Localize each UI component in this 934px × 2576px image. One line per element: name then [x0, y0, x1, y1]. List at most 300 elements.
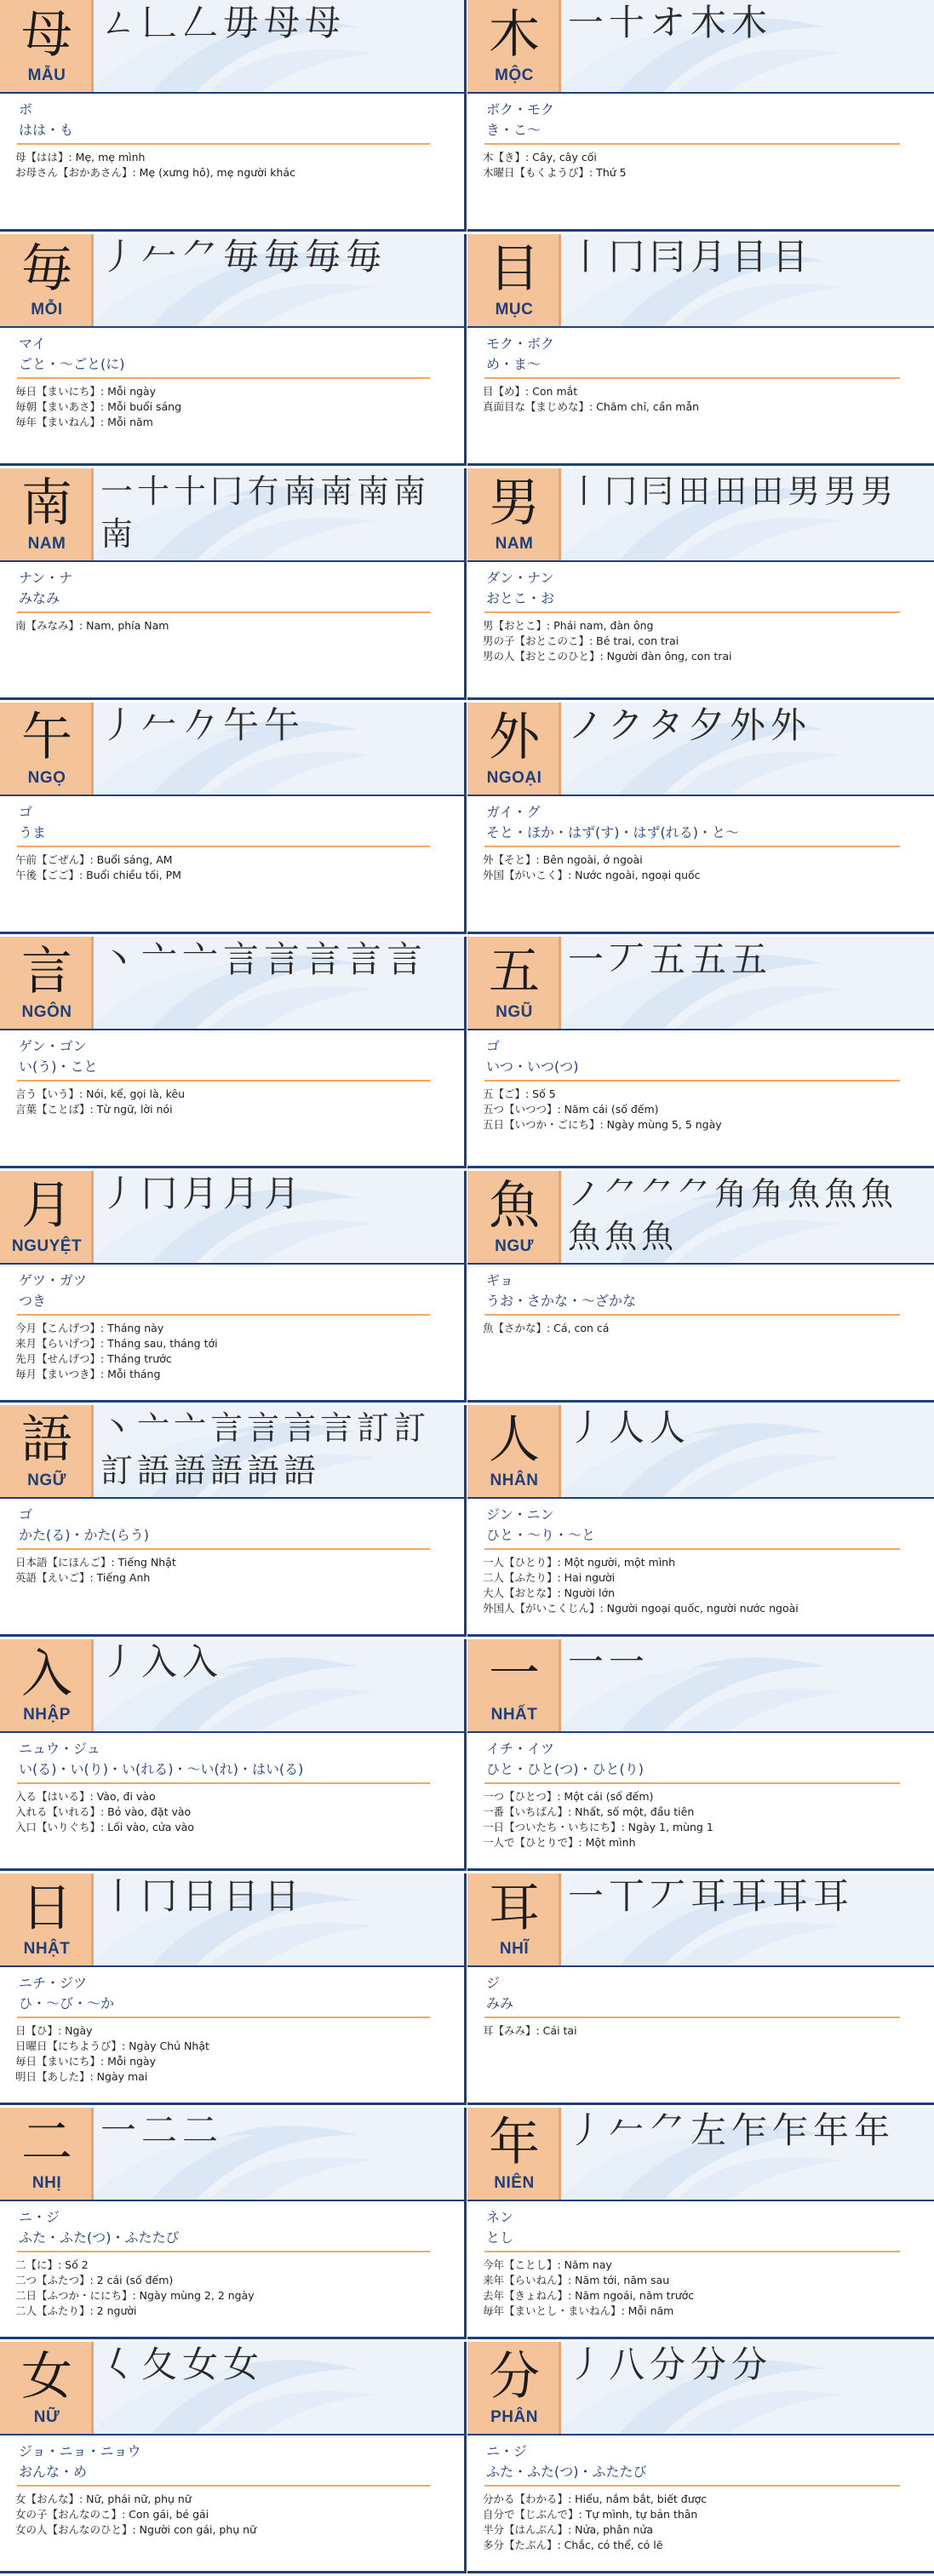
card-body [467, 562, 934, 698]
stroke-order: 一十⼗冂冇南南南南南 [100, 473, 431, 553]
divider [17, 1782, 430, 1784]
example-item: 女の人【おんなのひと】: Người con gái, phụ nữ [15, 2523, 257, 2536]
stroke-order: 丨冂冃田田田男男男 [568, 473, 898, 510]
kunyomi-reading: ひと・～り・～と [486, 1527, 596, 1543]
stroke-order: 丨冂日日日 [100, 1875, 306, 1917]
divider [484, 2251, 900, 2252]
han-viet-reading: NAM [495, 535, 534, 553]
kanji-character: 語 [21, 1410, 72, 1470]
card-header [0, 1873, 464, 1967]
onyomi-reading: ゴ [19, 804, 33, 820]
kunyomi-reading: め・ま～ [486, 356, 541, 372]
onyomi-reading: ニ・ジ [19, 2209, 60, 2225]
onyomi-reading: モク・ボク [486, 336, 555, 352]
kanji-character: 外 [489, 708, 540, 767]
onyomi-reading: ジョ・ニョ・ニョウ [19, 2443, 141, 2459]
example-list [15, 150, 457, 181]
kanji-card [467, 1405, 934, 1637]
example-item: 今年【ことし】: Năm nay [483, 2258, 612, 2271]
onyomi-reading: ダン・ナン [486, 570, 554, 586]
stroke-order: 丶亠亠言言言言訂訂訂語語語語語 [100, 1409, 431, 1489]
example-item: 毎年【まいねん】: Mỗi năm [15, 416, 153, 428]
example-item: 一つ【ひとつ】: Một cái (số đếm) [483, 1790, 654, 1803]
kanji-tile [0, 1171, 94, 1263]
kanji-character: 入 [21, 1644, 72, 1704]
example-item: 日【ひ】: Ngày [15, 2024, 93, 2037]
kunyomi-reading: はは・も [19, 122, 74, 138]
card-header [467, 1639, 934, 1733]
example-item: 五つ【いつつ】: Năm cái (số đếm) [483, 1103, 659, 1116]
onyomi-reading: ジ [486, 1975, 501, 1991]
stroke-order: 一二二 [100, 2109, 224, 2151]
stroke-order: 丨冂冃月目目 [568, 236, 814, 278]
stroke-order: 丿入入 [100, 1641, 224, 1683]
stroke-order: 丿人人 [568, 1407, 691, 1449]
example-list [483, 2492, 927, 2553]
kunyomi-reading: ひと・ひと(つ)・ひと(り) [486, 1761, 644, 1777]
divider [484, 846, 900, 847]
card-body [467, 94, 934, 230]
kanji-tile [0, 1405, 94, 1497]
kanji-tile [0, 2342, 94, 2434]
divider [484, 2485, 900, 2487]
kunyomi-reading: うお・さかな・～ざかな [486, 1293, 637, 1309]
example-item: 男の子【おとこのこ】: Bé trai, con trai [483, 634, 679, 647]
kanji-tile [467, 2342, 561, 2434]
kanji-tile [467, 234, 561, 326]
divider [484, 377, 900, 379]
han-viet-reading: NHẬP [23, 1706, 71, 1724]
kanji-tile [0, 1873, 94, 1965]
card-body [0, 328, 464, 464]
kunyomi-reading: みなみ [19, 590, 60, 606]
han-viet-reading: MẪU [27, 66, 66, 84]
card-header [0, 1171, 464, 1265]
divider [17, 611, 430, 613]
example-item: 外国人【がいこくじん】: Người ngoại quốc, người nước ngoài [483, 1602, 799, 1615]
kanji-card [467, 2342, 934, 2573]
kunyomi-reading: つき [19, 1293, 47, 1309]
card-header [0, 2108, 464, 2201]
example-list [483, 1555, 927, 1616]
kanji-card [0, 2342, 467, 2573]
example-item: 言う【いう】: Nói, kể, gọi là, kêu [15, 1087, 185, 1100]
kanji-character: 言 [21, 942, 72, 1001]
stroke-order: 丶亠亠言言言言言 [100, 938, 428, 980]
onyomi-reading: ニチ・ジツ [19, 1975, 88, 1991]
example-list [483, 1789, 927, 1850]
kanji-tile [0, 1639, 94, 1731]
example-item: 自分で【じぶんで】: Tự mình, tự bản thân [483, 2508, 698, 2521]
stroke-order: 丿𠂉𠂊午午 [100, 704, 306, 746]
onyomi-reading: ボ [19, 101, 33, 118]
han-viet-reading: NHẤT [490, 1706, 538, 1724]
example-item: 半分【はんぶん】: Nửa, phân nửa [483, 2523, 653, 2536]
stroke-order: 一丅丆耳耳耳耳 [568, 1875, 855, 1917]
card-body [0, 2201, 464, 2338]
stroke-order: 一丆五五五 [568, 938, 773, 980]
stroke-order: 𡿨夂女女 [100, 2344, 265, 2385]
card-body [0, 1967, 464, 2103]
card-body [467, 2435, 934, 2572]
example-list [15, 384, 457, 430]
example-item: 男【おとこ】: Phái nam, đàn ông [483, 619, 654, 632]
kanji-card [0, 1405, 467, 1637]
example-item: 来月【らいげつ】: Tháng sau, tháng tới [15, 1337, 218, 1350]
card-body [0, 94, 464, 230]
kanji-card [0, 234, 467, 466]
kunyomi-reading: い(る)・い(り)・い(れる)・～い(れ)・はい(る) [19, 1761, 304, 1777]
example-item: 先月【せんげつ】: Tháng trước [15, 1352, 172, 1365]
divider [484, 1080, 900, 1081]
card-header [467, 1171, 934, 1265]
kunyomi-reading: い(う)・こと [19, 1059, 98, 1075]
han-viet-reading: NGŨ [496, 1003, 533, 1021]
stroke-order: ノクタ夕外外 [568, 704, 811, 746]
onyomi-reading: ニュウ・ジュ [19, 1741, 100, 1757]
kanji-character: 魚 [489, 1176, 540, 1236]
kanji-card [0, 1639, 467, 1871]
example-item: 魚【さかな】: Cá, con cá [483, 1322, 610, 1334]
han-viet-reading: MỤC [495, 301, 534, 318]
card-header [467, 2342, 934, 2435]
kanji-tile [0, 468, 94, 560]
kanji-character: 午 [21, 708, 72, 767]
example-item: 一人で【ひとりで】: Một mình [483, 1836, 636, 1849]
divider [484, 1314, 900, 1316]
example-item: 二つ【ふたつ】: 2 cái (số đếm) [15, 2274, 174, 2286]
example-list [15, 618, 457, 634]
example-item: 一番【いちばん】: Nhất, số một, đầu tiên [483, 1805, 695, 1818]
kunyomi-reading: とし [486, 2229, 514, 2246]
kanji-character: 毎 [21, 239, 72, 299]
example-item: 二人【ふたり】: Hai người [483, 1571, 616, 1584]
card-header [0, 937, 464, 1030]
example-item: 二【に】: Số 2 [15, 2258, 89, 2271]
han-viet-reading: NGƯ [495, 1237, 534, 1255]
divider [484, 1782, 900, 1784]
stroke-order: ㄥ𠃊𠃋毋母母 [100, 2, 347, 43]
example-item: 毎日【まいにち】: Mỗi ngày [15, 2055, 156, 2068]
card-body [0, 562, 464, 698]
example-list [15, 852, 457, 883]
card-header [467, 1873, 934, 1967]
card-body [467, 1733, 934, 1869]
han-viet-reading: NỮ [33, 2408, 60, 2426]
kanji-tile [0, 703, 94, 795]
onyomi-reading: ボク・モク [486, 101, 555, 118]
kanji-card [0, 703, 467, 934]
example-item: 女【おんな】: Nữ, phái nữ, phụ nữ [15, 2493, 192, 2505]
card-body [467, 1265, 934, 1401]
kanji-character: 母 [21, 5, 72, 65]
kanji-character: 二 [21, 2113, 72, 2172]
example-item: 今月【こんげつ】: Tháng này [15, 1322, 164, 1334]
divider [17, 2485, 430, 2487]
kanji-character: 年 [489, 2113, 540, 2172]
card-header [0, 234, 464, 328]
divider [17, 846, 430, 847]
han-viet-reading: PHÂN [490, 2408, 538, 2426]
card-header [467, 937, 934, 1030]
card-header [467, 703, 934, 796]
card-body [0, 1030, 464, 1167]
stroke-order: ノ⺈⺈⺈角角魚魚魚魚魚魚 [568, 1175, 898, 1255]
kanji-character: 南 [21, 473, 72, 533]
onyomi-reading: ゴ [486, 1038, 501, 1054]
han-viet-reading: MỘC [495, 66, 534, 84]
stroke-order: 一一 [568, 1641, 650, 1683]
example-item: 母【はは】: Mẹ, mẹ mình [15, 151, 146, 164]
kanji-card [0, 0, 467, 232]
han-viet-reading: NHĨ [499, 1940, 530, 1958]
kanji-character: 日 [21, 1879, 72, 1938]
han-viet-reading: MỖI [31, 301, 63, 318]
kanji-card [467, 2108, 934, 2339]
kunyomi-reading: き・こ～ [486, 122, 541, 138]
example-list [483, 852, 927, 883]
stroke-order: 丿八分分分 [568, 2344, 773, 2385]
kanji-tile [0, 937, 94, 1029]
kanji-tile [0, 0, 94, 92]
card-header [467, 0, 934, 94]
card-body [0, 1733, 464, 1869]
example-item: 一人【ひとり】: Một người, một mình [483, 1556, 676, 1569]
card-header [0, 703, 464, 796]
divider [17, 143, 430, 145]
example-list [483, 618, 927, 664]
kanji-character: 耳 [489, 1879, 540, 1938]
stroke-order: 丿冂月月月 [100, 1173, 306, 1214]
kanji-tile [467, 2108, 561, 2200]
kanji-card [0, 1873, 467, 2105]
example-item: 大人【おとな】: Người lớn [483, 1586, 616, 1599]
kunyomi-reading: ふた・ふた(つ)・ふたたび [19, 2229, 180, 2246]
stroke-order: 一十オ木木 [568, 2, 773, 43]
kanji-card [467, 1171, 934, 1403]
onyomi-reading: ギョ [486, 1272, 514, 1288]
han-viet-reading: NHẬT [23, 1940, 71, 1958]
kanji-tile [467, 0, 561, 92]
example-item: 毎日【まいにち】: Mỗi ngày [15, 385, 156, 398]
stroke-order: 丿𠂉⺈左乍乍年年 [568, 2109, 896, 2151]
kanji-card [467, 703, 934, 934]
card-body [467, 796, 934, 932]
example-list [483, 2258, 927, 2319]
kanji-character: 木 [489, 5, 540, 65]
example-item: 明日【あした】: Ngày mai [15, 2070, 148, 2083]
example-list [15, 1555, 457, 1586]
example-item: 午後【ごご】: Buổi chiều tối, PM [15, 869, 181, 881]
kanji-character: 人 [489, 1410, 540, 1470]
example-list [483, 2023, 927, 2039]
card-header [0, 468, 464, 562]
example-item: 木曜日【もくようび】: Thứ 5 [483, 166, 627, 179]
kanji-character: 女 [21, 2347, 72, 2407]
onyomi-reading: イチ・イツ [486, 1741, 555, 1757]
kanji-card [467, 937, 934, 1168]
card-body [0, 2435, 464, 2572]
divider [17, 1080, 430, 1081]
divider [484, 143, 900, 145]
divider [17, 1314, 430, 1316]
han-viet-reading: NGỮ [27, 1472, 66, 1489]
kanji-card [0, 1171, 467, 1403]
card-body [467, 1967, 934, 2103]
kanji-character: 分 [489, 2347, 540, 2407]
example-item: 入口【いりぐち】: Lối vào, cửa vào [15, 1821, 195, 1833]
divider [17, 1548, 430, 1550]
card-body [467, 1030, 934, 1167]
card-body [467, 2201, 934, 2338]
kanji-card [467, 0, 934, 232]
example-item: 来年【らいねん】: Năm tới, năm sau [483, 2274, 670, 2286]
han-viet-reading: NGUYỆT [11, 1237, 83, 1255]
han-viet-reading: NGOẠI [486, 769, 542, 787]
card-body [467, 328, 934, 464]
kanji-character: 月 [21, 1176, 72, 1236]
example-item: 耳【みみ】: Cái tai [483, 2024, 577, 2037]
onyomi-reading: ガイ・グ [486, 804, 541, 820]
example-item: 入れる【いれる】: Bỏ vào, đặt vào [15, 1805, 192, 1818]
kanji-tile [467, 1639, 561, 1731]
kunyomi-reading: ごと・～ごと(に) [19, 356, 125, 372]
kanji-tile [467, 1873, 561, 1965]
kanji-tile [467, 1171, 561, 1263]
example-item: 午前【ごぜん】: Buổi sáng, AM [15, 853, 173, 866]
kanji-tile [0, 234, 94, 326]
onyomi-reading: ゲン・ゴン [19, 1038, 87, 1054]
example-item: 五日【いつか・ごにち】: Ngày mùng 5, 5 ngày [483, 1118, 722, 1131]
example-list [15, 1321, 457, 1382]
example-item: 木【き】: Cây, cây cối [483, 151, 597, 164]
onyomi-reading: ジン・ニン [486, 1506, 554, 1523]
card-header [467, 468, 934, 562]
kunyomi-reading: そと・ほか・はず(す)・はず(れる)・と～ [486, 824, 739, 840]
kunyomi-reading: ふた・ふた(つ)・ふたたび [486, 2464, 647, 2480]
han-viet-reading: NIÊN [494, 2174, 535, 2192]
example-item: 毎朝【まいあさ】: Mỗi buổi sáng [15, 400, 182, 413]
stroke-order: 丿𠂉⺈毎毎毎毎 [100, 236, 387, 278]
example-list [15, 2023, 457, 2085]
card-header [0, 2342, 464, 2435]
divider [17, 2251, 430, 2252]
kanji-character: 一 [489, 1644, 540, 1704]
han-viet-reading: NHỊ [32, 2174, 62, 2192]
card-header [467, 1405, 934, 1499]
example-item: 分かる【わかる】: Hiểu, nắm bắt, biết được [483, 2493, 708, 2505]
example-list [15, 2492, 457, 2538]
example-list [483, 150, 927, 181]
example-item: 二日【ふつか・ににち】: Ngày mùng 2, 2 ngày [15, 2289, 255, 2302]
example-item: 毎年【まいとし・まいねん】: Mỗi năm [483, 2304, 674, 2317]
kunyomi-reading: おとこ・お [486, 590, 555, 606]
example-item: 五【ご】: Số 5 [483, 1087, 556, 1100]
card-body [467, 1499, 934, 1635]
example-item: 言葉【ことば】: Từ ngữ, lời nói [15, 1103, 173, 1116]
kanji-tile [467, 468, 561, 560]
card-header [467, 2108, 934, 2201]
example-list [483, 1087, 927, 1133]
han-viet-reading: NAM [27, 535, 66, 553]
example-item: 男の人【おとこのひと】: Người đàn ông, con trai [483, 650, 732, 663]
kanji-character: 五 [489, 942, 540, 1001]
divider [484, 611, 900, 613]
example-item: 日曜日【にちようび】: Ngày Chủ Nhật [15, 2040, 209, 2052]
example-list [483, 384, 927, 415]
kanji-card [0, 937, 467, 1168]
kanji-tile [467, 937, 561, 1029]
card-header [0, 1405, 464, 1499]
onyomi-reading: ゴ [19, 1506, 33, 1523]
example-item: 二人【ふたり】: 2 người [15, 2304, 137, 2317]
kanji-card [467, 1873, 934, 2105]
card-body [0, 1265, 464, 1401]
example-item: 毎月【まいつき】: Mỗi tháng [15, 1368, 161, 1380]
example-item: 南【みなみ】: Nam, phía Nam [15, 619, 169, 632]
onyomi-reading: ナン・ナ [19, 570, 73, 586]
kanji-card [467, 1639, 934, 1871]
kunyomi-reading: いつ・いつ(つ) [486, 1059, 579, 1075]
kanji-character: 目 [489, 239, 540, 299]
divider [17, 377, 430, 379]
onyomi-reading: ゲツ・ガツ [19, 1272, 87, 1288]
card-header [0, 0, 464, 94]
kunyomi-reading: おんな・め [19, 2464, 88, 2480]
kanji-tile [467, 1405, 561, 1497]
example-list [15, 1087, 457, 1117]
kanji-tile [0, 2108, 94, 2200]
kunyomi-reading: ひ・～び・～か [19, 1995, 115, 2011]
han-viet-reading: NGÔN [21, 1003, 72, 1021]
example-item: 去年【きょねん】: Năm ngoái, năm trước [483, 2289, 695, 2302]
example-item: 外【そと】: Bên ngoài, ở ngoài [483, 853, 643, 866]
divider [17, 2017, 430, 2018]
kanji-card [467, 468, 934, 700]
example-list [15, 1789, 457, 1835]
example-item: 外国【がいこく】: Nước ngoài, ngoại quốc [483, 869, 701, 881]
kanji-character: 男 [489, 473, 540, 533]
example-item: 多分【たぶん】: Chắc, có thể, có lẽ [483, 2539, 663, 2551]
card-header [0, 1639, 464, 1733]
card-body [0, 1499, 464, 1635]
example-item: お母さん【おかあさん】: Mẹ (xưng hô), mẹ người khác [15, 166, 295, 179]
kanji-card [0, 2108, 467, 2339]
kanji-tile [467, 703, 561, 795]
onyomi-reading: ネン [486, 2209, 514, 2225]
han-viet-reading: NGỌ [27, 769, 66, 787]
kunyomi-reading: うま [19, 824, 47, 840]
han-viet-reading: NHÂN [490, 1472, 539, 1489]
kunyomi-reading: かた(る)・かた(らう) [19, 1527, 149, 1543]
example-item: 女の子【おんなのこ】: Con gái, bé gái [15, 2508, 209, 2521]
example-item: 一日【ついたち・いちにち】: Ngày 1, mùng 1 [483, 1821, 713, 1833]
example-list [15, 2258, 457, 2319]
example-item: 真面目な【まじめな】: Chăm chỉ, cần mẫn [483, 400, 700, 413]
onyomi-reading: ニ・ジ [486, 2443, 528, 2459]
card-body [0, 796, 464, 932]
divider [484, 2017, 900, 2018]
divider [484, 1548, 900, 1550]
kunyomi-reading: みみ [486, 1995, 514, 2011]
card-header [467, 234, 934, 328]
example-item: 目【め】: Con mắt [483, 385, 578, 398]
example-item: 日本語【にほんご】: Tiếng Nhật [15, 1556, 176, 1569]
onyomi-reading: マイ [19, 336, 46, 352]
example-item: 英語【えいご】: Tiếng Anh [15, 1571, 151, 1584]
kanji-card [467, 234, 934, 466]
example-list [483, 1321, 927, 1336]
